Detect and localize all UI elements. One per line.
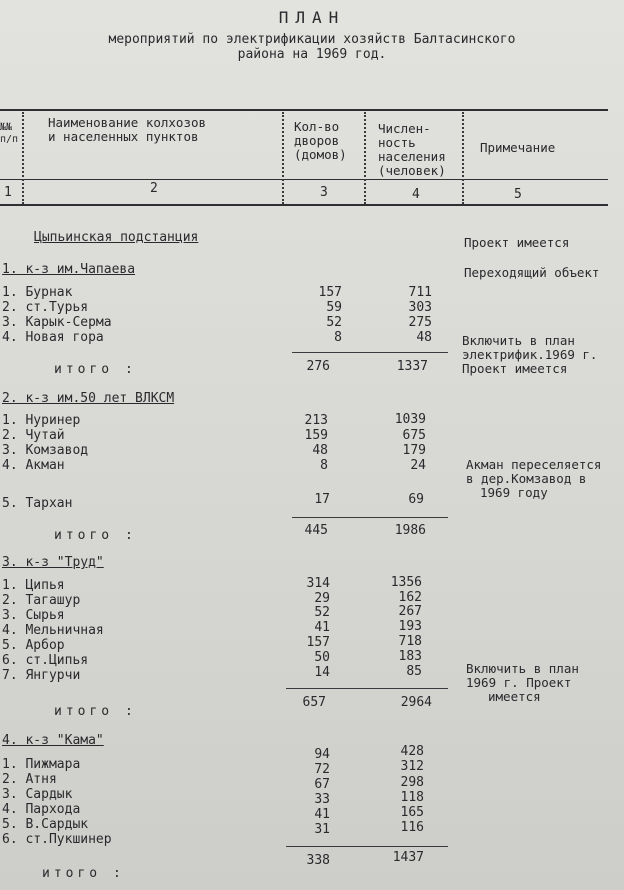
header-col-population-line2: ность <box>378 135 416 150</box>
row-people: 118 <box>400 790 424 805</box>
row-name: 1. Бурнак <box>2 285 73 300</box>
col-divider-1 <box>22 112 24 204</box>
row-name: 1. Нуринер <box>2 413 81 428</box>
row-name: 2. Чутай <box>2 428 65 443</box>
row-people: 711 <box>408 285 432 300</box>
row-houses: 8 <box>334 330 342 345</box>
row-name: 5. Арбор <box>2 638 65 653</box>
total-houses: 657 <box>302 695 326 710</box>
header-num-5: 5 <box>514 187 522 202</box>
row-people: 179 <box>402 443 426 458</box>
row-houses: 314 <box>306 576 330 591</box>
row-name: 5. Тархан <box>2 496 73 511</box>
row-houses: 52 <box>326 315 342 330</box>
header-bottom-rule <box>0 204 608 206</box>
header-col-name <box>48 116 206 144</box>
header-num-4: 4 <box>412 187 420 202</box>
row-houses: 8 <box>320 458 328 473</box>
header-num-1: 1 <box>4 185 12 200</box>
header-col-population <box>378 122 446 178</box>
header-num-2: 2 <box>150 181 158 196</box>
row-houses: 31 <box>314 822 330 837</box>
itogo-label: итого : <box>54 362 137 377</box>
row-houses: 67 <box>314 777 330 792</box>
row-name: 7. Янгурчи <box>2 668 81 683</box>
row-people: 48 <box>416 330 432 345</box>
row-name: 3. Карык-Серма <box>2 315 112 330</box>
header-col-number: №№ п/п <box>0 122 19 145</box>
row-people: 193 <box>398 619 422 634</box>
row-houses: 41 <box>314 620 330 635</box>
total-houses: 445 <box>304 523 328 538</box>
row-name: 4. Пархода <box>2 802 81 817</box>
note-line: 1969 году <box>480 485 548 500</box>
sum-rule <box>286 688 448 689</box>
header-col-name-line1: Наименование колхозов <box>48 115 207 130</box>
note-line: Включить в план <box>462 333 575 348</box>
row-people: 298 <box>400 775 424 790</box>
group-title-text: 1. к-з им.Чапаева <box>2 262 136 277</box>
total-people: 2964 <box>400 695 432 710</box>
group-note <box>466 662 579 704</box>
row-name: 5. В.Сардык <box>2 817 89 832</box>
row-name: 4. Мельничная <box>2 623 104 638</box>
row-people: 165 <box>400 805 424 820</box>
note-line: 1969 г. Проект <box>466 675 572 690</box>
row-houses: 14 <box>314 665 330 680</box>
row-houses: 159 <box>304 428 328 443</box>
row-houses: 72 <box>314 762 330 777</box>
row-houses: 59 <box>326 300 342 315</box>
note-line: Акман переселяется <box>466 457 602 472</box>
header-col-houses-line1: Кол-во <box>294 119 340 134</box>
row-name: 3. Сырья <box>2 608 65 623</box>
total-houses: 338 <box>306 853 330 868</box>
row-people: 303 <box>408 300 432 315</box>
row-people: 312 <box>400 759 424 774</box>
group-title-text: 4. к-з "Кама" <box>2 733 104 748</box>
note-line: электрифик.1969 г. <box>462 347 598 362</box>
row-name: 6. ст.Пукшинер <box>2 832 112 847</box>
row-houses: 213 <box>304 413 328 428</box>
substation-name: Цыпьинская подстанция <box>34 230 199 245</box>
row-name: 2. Тагашур <box>2 593 81 608</box>
document-subtitle <box>0 32 624 62</box>
total-people: 1437 <box>392 850 424 865</box>
row-houses: 94 <box>314 747 330 762</box>
row-name: 2. Атня <box>2 772 57 787</box>
row-name: 6. ст.Ципья <box>2 653 89 668</box>
row-houses: 50 <box>314 650 330 665</box>
total-people: 1986 <box>394 523 426 538</box>
row-name: 2. ст.Турья <box>2 300 89 315</box>
subtitle-line-2: района на 1969 год. <box>237 47 387 62</box>
row-houses: 29 <box>314 591 330 606</box>
row-houses: 157 <box>306 635 330 650</box>
itogo-label: итого : <box>54 704 137 719</box>
row-people: 183 <box>398 649 422 664</box>
itogo-label: итого : <box>42 866 125 881</box>
header-col-note: Примечание <box>480 140 556 155</box>
header-col-name-line2: и населенных пунктов <box>48 129 199 144</box>
row-houses: 33 <box>314 792 330 807</box>
note-line: Включить в план <box>466 661 579 676</box>
row-name: 4. Новая гора <box>2 330 104 345</box>
header-col-population-line1: Числен- <box>378 121 431 136</box>
group-title <box>2 734 104 748</box>
row-name: 3. Сардык <box>2 787 73 802</box>
row-people: 69 <box>408 492 424 507</box>
row-people: 1039 <box>394 412 426 427</box>
row-houses: 17 <box>314 492 330 507</box>
col-divider-4 <box>462 112 464 204</box>
substation-note: Проект имеется <box>464 235 570 250</box>
group-title <box>2 556 104 570</box>
row-people: 1356 <box>390 575 422 590</box>
row-people: 275 <box>408 315 432 330</box>
group-title-text: 2. к-з им.50 лет ВЛКСМ <box>2 391 175 406</box>
sum-rule <box>292 352 448 353</box>
row-people: 675 <box>402 428 426 443</box>
total-people: 1337 <box>396 359 428 374</box>
group-note <box>466 458 601 500</box>
group-title <box>2 392 174 406</box>
sum-rule <box>286 846 448 847</box>
row-name: 1. Пижмара <box>2 757 81 772</box>
row-people: 24 <box>410 458 426 473</box>
row-houses: 41 <box>314 807 330 822</box>
itogo-label: итого : <box>54 528 137 543</box>
sum-rule <box>292 517 448 518</box>
header-num-3: 3 <box>320 185 328 200</box>
header-top-rule <box>0 109 608 111</box>
col-divider-2 <box>282 112 284 204</box>
row-people: 428 <box>400 744 424 759</box>
group-note: Переходящий объект <box>464 265 600 280</box>
col-divider-3 <box>364 112 366 204</box>
row-people: 116 <box>400 820 424 835</box>
row-houses: 52 <box>314 605 330 620</box>
total-houses: 276 <box>306 359 330 374</box>
header-col-houses <box>294 120 347 162</box>
header-mid-rule <box>0 179 608 180</box>
group-note-2 <box>462 334 597 376</box>
row-people: 162 <box>398 590 422 605</box>
row-houses: 157 <box>318 285 342 300</box>
note-line: в дер.Комзавод в <box>466 471 587 486</box>
row-people: 718 <box>398 634 422 649</box>
note-line: имеется <box>488 689 541 704</box>
group-title-text: 3. к-з "Труд" <box>2 555 104 570</box>
header-col-houses-line2: дворов <box>294 133 340 148</box>
group-title <box>2 263 135 277</box>
row-name: 3. Комзавод <box>2 443 89 458</box>
header-col-population-line4: (человек) <box>378 163 446 178</box>
row-people: 85 <box>406 664 422 679</box>
subtitle-line-1: мероприятий по электрификации хозяйств Балтасинского <box>108 32 516 47</box>
row-people: 267 <box>398 604 422 619</box>
row-houses: 48 <box>312 443 328 458</box>
row-name: 4. Акман <box>2 458 65 473</box>
document-title: ПЛАН <box>278 8 346 27</box>
note-line: Проект имеется <box>462 361 568 376</box>
header-col-houses-line3: (домов) <box>294 147 347 162</box>
row-name: 1. Ципья <box>2 578 65 593</box>
header-col-population-line3: населения <box>378 149 446 164</box>
